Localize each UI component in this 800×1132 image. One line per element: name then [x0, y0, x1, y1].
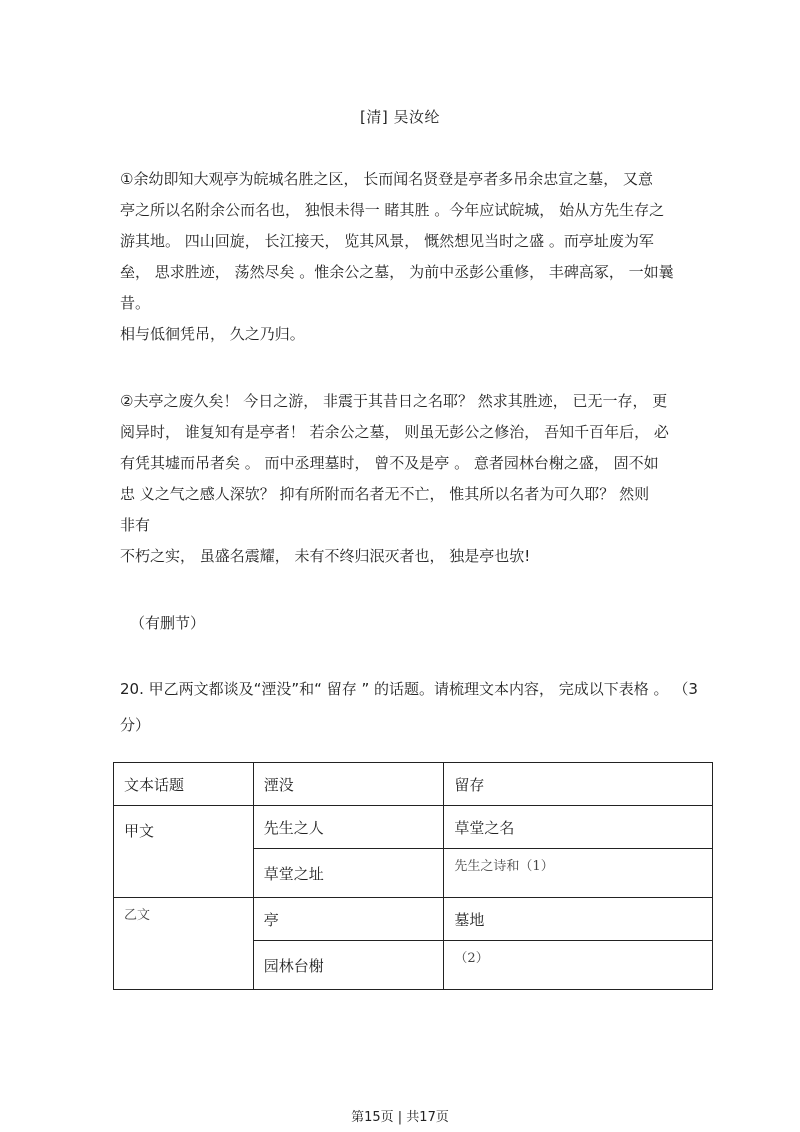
author-line: [清] 吴汝纶	[360, 108, 440, 126]
question-20	[120, 671, 698, 743]
cell-lost: 先生之人	[253, 806, 444, 849]
cell-lost: 园林台榭	[253, 941, 444, 990]
row-label-jia: 甲文	[114, 806, 254, 898]
paragraph-1-line: ①余幼即知大观亭为皖城名胜之区， 长而闻名贤登是亭者多吊余忠宣之墓， 又意	[120, 170, 653, 188]
answer-table	[113, 762, 713, 990]
paragraph-2-line: 不朽之实， 虽盛名震耀， 未有不终归泯灭者也， 独是亭也欤!	[120, 547, 531, 565]
paragraph-2-line: 有凭其墟而吊者矣 。 而中丞理墓时， 曾不及是亭 。 意者园林台榭之盛， 固不如	[120, 454, 659, 472]
question-line: 分）	[120, 716, 151, 734]
header-lost: 湮没	[253, 763, 444, 806]
abridged-note: （有删节）	[130, 614, 206, 632]
answer-blank-2[interactable]: （2）	[444, 941, 713, 990]
paragraph-2-line: 忠 义之气之感人深欤？ 抑有所附而名者无不亡， 惟其所以名者为可久耶？ 然则	[120, 485, 650, 503]
row-label-yi: 乙文	[114, 898, 254, 990]
paragraph-1-line: 垒， 思求胜迹， 荡然尽矣 。惟余公之墓， 为前中丞彭公重修， 丰碑高冢， 一如曩	[120, 263, 674, 281]
paragraph-2-line: ②夫亭之废久矣！ 今日之游， 非震于其昔日之名耶？ 然求其胜迹， 已无一存， 更	[120, 392, 668, 410]
header-kept: 留存	[444, 763, 713, 806]
paragraph-1-line: 昔。	[120, 294, 151, 312]
paragraph-1-line: 游其地。 四山回旋， 长江接天， 览其风景， 慨然想见当时之盛 。而亭址废为军	[120, 232, 654, 250]
table-row	[114, 806, 713, 849]
cell-lost: 草堂之址	[253, 849, 444, 898]
table-header-row	[114, 763, 713, 806]
table-row	[114, 898, 713, 941]
header-topic: 文本话题	[114, 763, 254, 806]
paragraph-1-line: 相与低徊凭吊， 久之乃归。	[120, 325, 305, 343]
paragraph-1	[120, 164, 690, 350]
paragraph-2-line: 非有	[120, 516, 151, 534]
question-line: 20. 甲乙两文都谈及“湮没”和“ 留存 ” 的话题。请梳理文本内容， 完成以下表格 。 （3	[120, 680, 698, 698]
answer-blank-1[interactable]: 先生之诗和（1）	[444, 849, 713, 898]
paragraph-1-line: 亭之所以名附余公而名也， 独恨未得一 睹其胜 。今年应试皖城， 始从方先生存之	[120, 201, 665, 219]
cell-lost: 亭	[253, 898, 444, 941]
cell-kept: 墓地	[444, 898, 713, 941]
paragraph-2	[120, 386, 690, 572]
paragraph-2-line: 阅异时， 谁复知有是亭者！ 若余公之墓， 则虽无彭公之修治， 吾知千百年后， 必	[120, 423, 669, 441]
cell-kept: 草堂之名	[444, 806, 713, 849]
page-footer: 第15页 | 共17页	[351, 1110, 449, 1125]
